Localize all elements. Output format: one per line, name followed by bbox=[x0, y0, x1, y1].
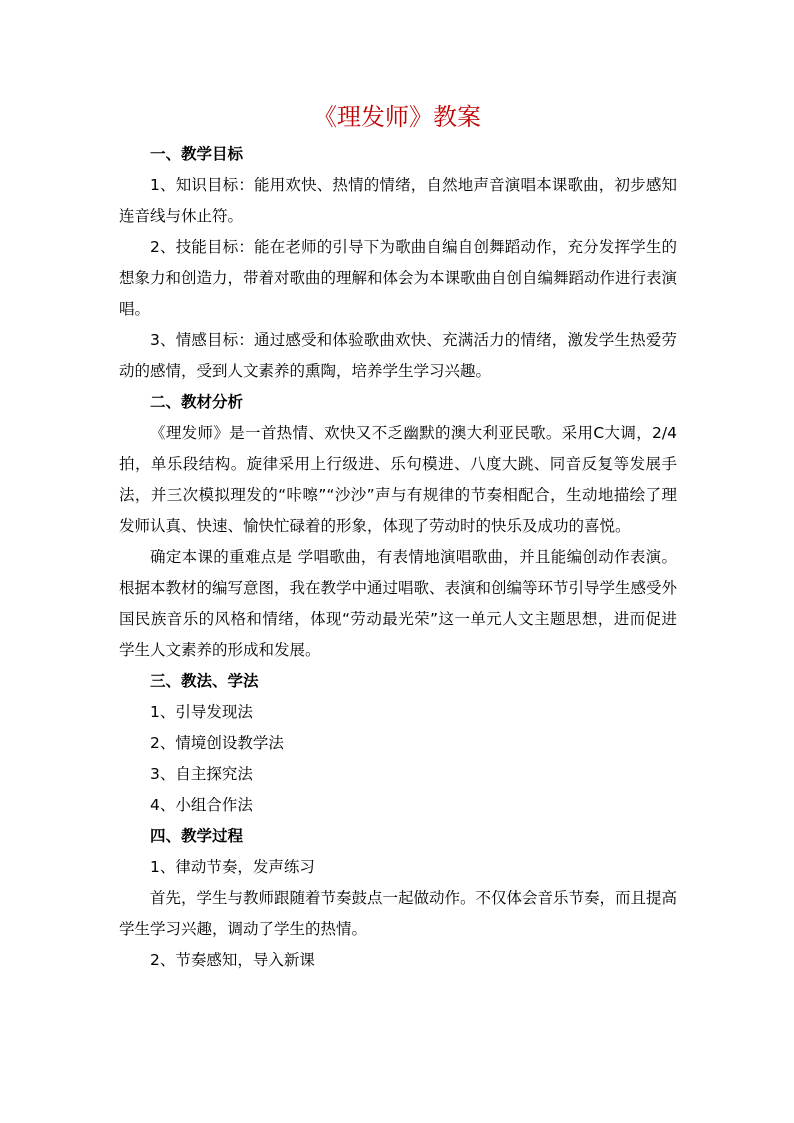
paragraph-knowledge-goal: 1、知识目标：能用欢快、热情的情绪，自然地声音演唱本课歌曲，初步感知连音线与休止符。 bbox=[119, 176, 677, 225]
list-item-method-4: 4、小组合作法 bbox=[150, 796, 253, 814]
paragraph-process-step-1: 1、律动节奏，发声练习 bbox=[150, 858, 315, 876]
paragraph-emotion-goal: 3、情感目标：通过感受和体验歌曲欢快、充满活力的情绪，激发学生热爱劳动的感情，受到人文素养的熏陶，培养学生学习兴趣。 bbox=[119, 331, 677, 380]
document-body bbox=[119, 139, 677, 976]
paragraph-key-points: 确定本课的重难点是 学唱歌曲，有表情地演唱歌曲，并且能编创动作表演。根据本教材的编写意图，我在教学中通过唱歌、表演和创编等环节引导学生感受外国民族音乐的风格和情绪，体现“劳动最光荣”这一单元人文主题思想，进而促进学生人文素养的形成和发展。 bbox=[119, 548, 678, 659]
document-title: 《理发师》教案 bbox=[313, 103, 481, 131]
list-item-method-3: 3、自主探究法 bbox=[150, 765, 253, 783]
paragraph-material-analysis: 《理发师》是一首热情、欢快又不乏幽默的澳大利亚民歌。采用C大调，2/4拍，单乐段结构。旋律采用上行级进、乐句模进、八度大跳、同音反复等发展手法，并三次模拟理发的“咔嚓”“沙沙”声与有规律的节奏相配合，生动地描绘了理发师认真、快速、愉快忙碌着的形象，体现了劳动时的快乐及成功的喜悦。 bbox=[119, 424, 677, 535]
paragraph-skill-goal: 2、技能目标：能在老师的引导下为歌曲自编自创舞蹈动作，充分发挥学生的想象力和创造力，带着对歌曲的理解和体会为本课歌曲自创自编舞蹈动作进行表演唱。 bbox=[119, 238, 678, 318]
section-heading-material: 二、教材分析 bbox=[150, 393, 244, 411]
paragraph-process-step-1-detail: 首先，学生与教师跟随着节奏鼓点一起做动作。不仅体会音乐节奏，而且提高学生学习兴趣，调动了学生的热情。 bbox=[119, 889, 678, 938]
section-heading-process: 四、教学过程 bbox=[150, 827, 244, 845]
section-heading-objectives: 一、教学目标 bbox=[150, 145, 244, 163]
section-heading-methods: 三、教法、学法 bbox=[150, 672, 259, 690]
list-item-method-2: 2、情境创设教学法 bbox=[150, 734, 284, 752]
list-item-method-1: 1、引导发现法 bbox=[150, 703, 253, 721]
paragraph-process-step-2: 2、节奏感知，导入新课 bbox=[150, 951, 315, 969]
